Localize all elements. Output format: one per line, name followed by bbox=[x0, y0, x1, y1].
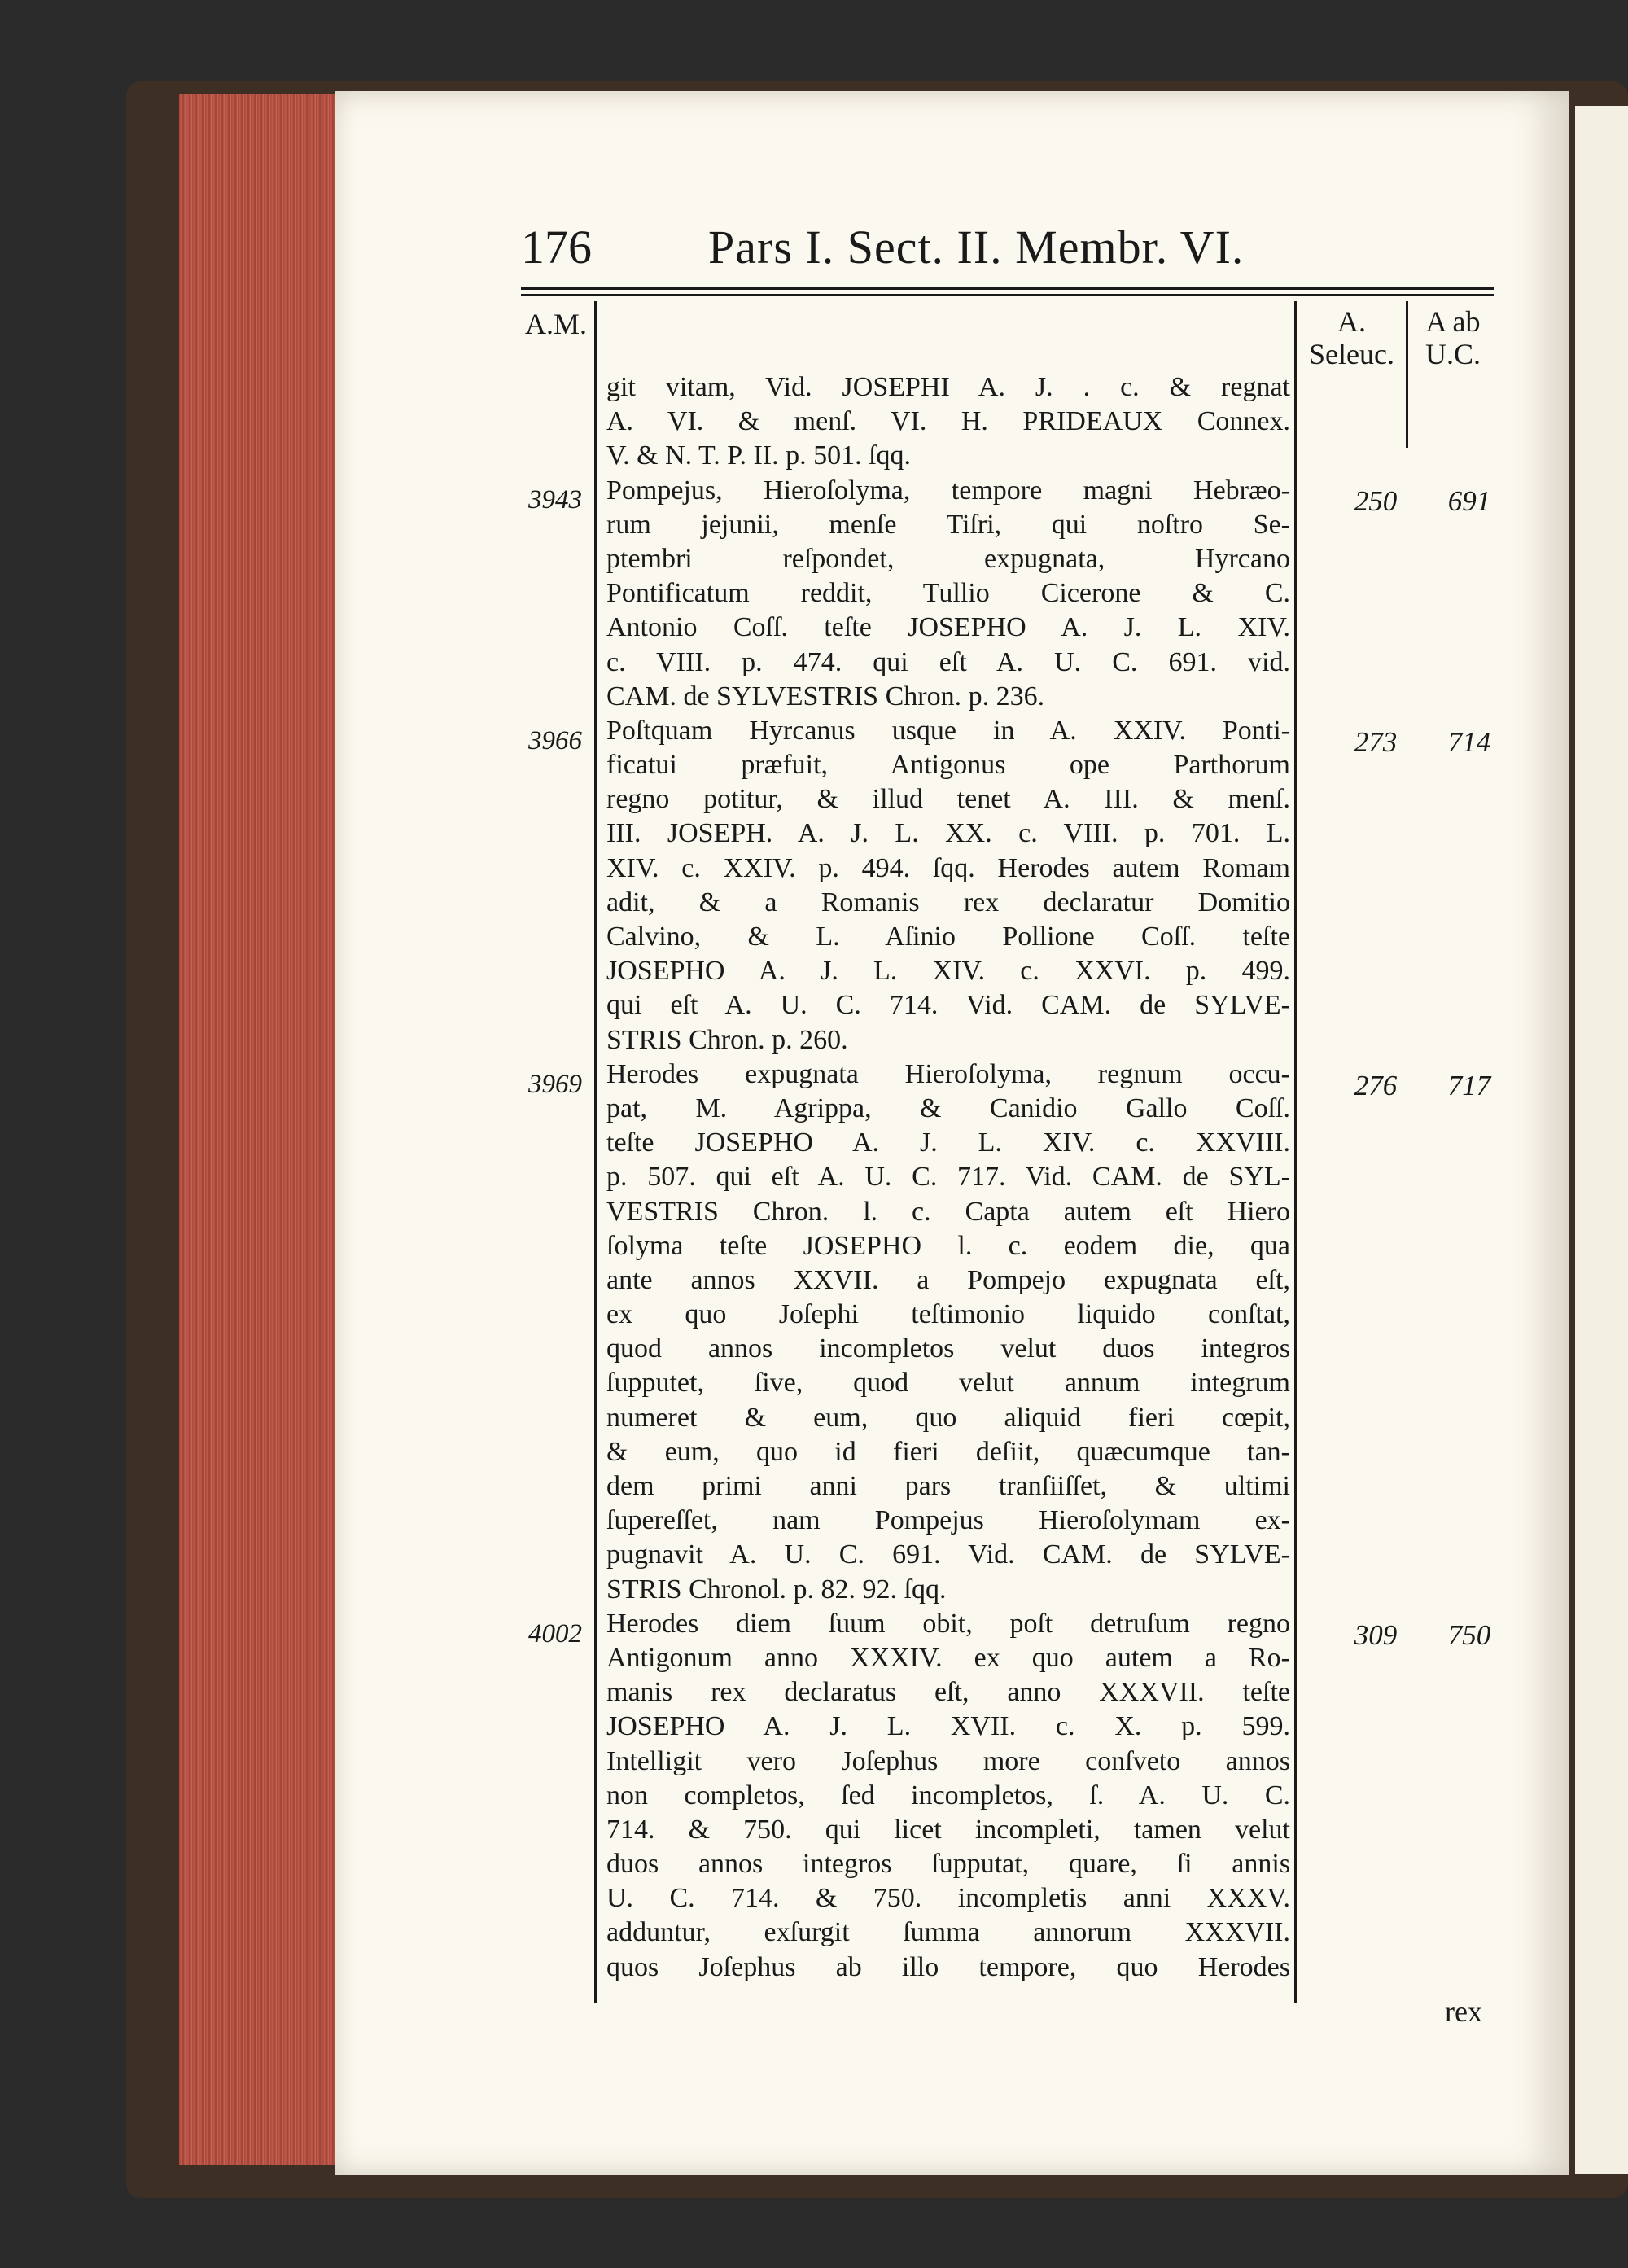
seleucid-year: 309 bbox=[1354, 1619, 1398, 1651]
text-line: regno potitur, & illud tenet A. III. & menſ. bbox=[606, 784, 1290, 815]
text-line: non completos, ſed incompletos, ſ. A. U. C. bbox=[606, 1780, 1290, 1810]
text-line: Pompejus, Hieroſolyma, tempore magni Hebræo- bbox=[606, 475, 1290, 506]
text-line: Antonio Coſſ. teſte JOSEPHO A. J. L. XIV. bbox=[606, 612, 1290, 643]
text-line: teſte JOSEPHO A. J. L. XIV. c. XXVIII. bbox=[606, 1127, 1290, 1158]
text-line: Calvino, & L. Aſinio Pollione Coſſ. teſte bbox=[606, 922, 1290, 952]
text-line: Herodes expugnata Hieroſolyma, regnum occu- bbox=[606, 1058, 1290, 1089]
entry bbox=[606, 474, 1290, 714]
text-line: Intelligit vero Joſephus more conſveto annos bbox=[606, 1745, 1290, 1776]
seleucid-year: 276 bbox=[1354, 1070, 1398, 1101]
text-line: V. & N. T. P. II. p. 501. ſqq. bbox=[606, 440, 912, 471]
header-rule bbox=[521, 287, 1494, 290]
column-divider-seleuc bbox=[1406, 301, 1408, 448]
page-number: 176 bbox=[521, 221, 592, 274]
text-line: numeret & eum, quo aliquid fieri cœpit, bbox=[606, 1402, 1290, 1433]
text-line: quod annos incompletos velut duos integros bbox=[606, 1333, 1290, 1364]
text-line: adit, & a Romanis rex declaratur Domitio bbox=[606, 887, 1290, 917]
text-line: ſupputet, ſive, quod velut annum integrum bbox=[606, 1368, 1290, 1399]
text-line: ficatui præfuit, Antigonus ope Parthorum bbox=[606, 750, 1290, 781]
seleucid-year: 273 bbox=[1354, 726, 1398, 758]
column-divider-am bbox=[594, 301, 597, 2003]
text-line: rum jejunii, menſe Tiſri, qui noſtro Se- bbox=[606, 509, 1290, 540]
entry bbox=[606, 370, 1290, 474]
text-line: JOSEPHO A. J. L. XVII. c. X. p. 599. bbox=[606, 1711, 1290, 1742]
text-line: Poſtquam Hyrcanus usque in A. XXIV. Ponti- bbox=[606, 715, 1290, 746]
text-line: A. VI. & menſ. VI. H. PRIDEAUX Connex. bbox=[606, 406, 1290, 437]
text-line: Antigonum anno XXXIV. ex quo autem a Ro- bbox=[606, 1642, 1290, 1673]
uc-column-heading: A ab U.C. bbox=[1424, 305, 1481, 370]
entry bbox=[606, 714, 1290, 1057]
text-line: XIV. c. XXIV. p. 494. ſqq. Herodes autem Romam bbox=[606, 852, 1290, 883]
entry bbox=[606, 1057, 1290, 1607]
text-line: ante annos XXVII. a Pompejo expugnata eſt, bbox=[606, 1264, 1290, 1295]
text-line: adduntur, exſurgit ſumma annorum XXXVII. bbox=[606, 1917, 1290, 1948]
text-line: quos Joſephus ab illo tempore, quo Herodes bbox=[606, 1951, 1290, 1982]
text-line: STRIS Chronol. p. 82. 92. ſqq. bbox=[606, 1574, 947, 1605]
text-line: duos annos integros ſupputat, quare, ſi annis bbox=[606, 1849, 1290, 1880]
text-line: c. VIII. p. 474. qui eſt A. U. C. 691. vid. bbox=[606, 646, 1290, 677]
text-line: qui eſt A. U. C. 714. Vid. CAM. de SYLVE- bbox=[606, 990, 1290, 1021]
am-year: 3966 bbox=[528, 726, 582, 755]
text-line: ptembri reſpondet, expugnata, Hyrcano bbox=[606, 543, 1290, 574]
am-year: 4002 bbox=[528, 1619, 582, 1648]
entry bbox=[606, 1607, 1290, 1985]
text-line: III. JOSEPH. A. J. L. XX. c. VIII. p. 701. L. bbox=[606, 818, 1290, 849]
text-line: JOSEPHO A. J. L. XIV. c. XXVI. p. 499. bbox=[606, 956, 1290, 987]
chronology-text bbox=[606, 370, 1290, 1985]
text-line: ex quo Joſephi teſtimonio liquido conſtat, bbox=[606, 1299, 1290, 1330]
am-year: 3943 bbox=[528, 485, 582, 514]
am-column-heading: A.M. bbox=[524, 308, 587, 340]
text-line: git vitam, Vid. JOSEPHI A. J. . c. & regnat bbox=[606, 372, 1290, 402]
text-line: STRIS Chron. p. 260. bbox=[606, 1024, 848, 1055]
text-line: pat, M. Agrippa, & Canidio Gallo Coſſ. bbox=[606, 1092, 1290, 1123]
header-rule-thin bbox=[521, 294, 1494, 296]
text-line: dem primi anni pars tranſiiſſet, & ultimi bbox=[606, 1471, 1290, 1501]
seleuc-column-heading: A. Seleuc. bbox=[1309, 305, 1394, 370]
auc-year: 750 bbox=[1447, 1619, 1491, 1651]
text-line: ſupereſſet, nam Pompejus Hieroſolymam ex- bbox=[606, 1505, 1290, 1536]
page-edges bbox=[179, 94, 340, 2165]
seleucid-year: 250 bbox=[1354, 485, 1398, 517]
text-line: Herodes diem ſuum obit, poſt detruſum regno bbox=[606, 1608, 1290, 1639]
am-year: 3969 bbox=[528, 1070, 582, 1099]
text-line: 714. & 750. qui licet incompleti, tamen velut bbox=[606, 1814, 1290, 1845]
auc-year: 691 bbox=[1447, 485, 1491, 517]
text-line: Pontificatum reddit, Tullio Cicerone & C. bbox=[606, 578, 1290, 609]
text-line: U. C. 714. & 750. incompletis anni XXXV. bbox=[606, 1883, 1290, 1914]
text-line: manis rex declaratus eſt, anno XXXVII. teſte bbox=[606, 1677, 1290, 1708]
running-title: Pars I. Sect. II. Membr. VI. bbox=[708, 221, 1245, 274]
column-divider-text bbox=[1294, 301, 1297, 2003]
facing-page-edge bbox=[1575, 106, 1628, 2174]
text-line: ſolyma teſte JOSEPHO l. c. eodem die, qua bbox=[606, 1230, 1290, 1261]
text-line: CAM. de SYLVESTRIS Chron. p. 236. bbox=[606, 681, 1045, 711]
text-line: & eum, quo id fieri deſiit, quæcumque tan- bbox=[606, 1436, 1290, 1467]
page-header bbox=[521, 220, 1335, 277]
text-line: p. 507. qui eſt A. U. C. 717. Vid. CAM. de SYL- bbox=[606, 1162, 1290, 1193]
text-line: VESTRIS Chron. l. c. Capta autem eſt Hiero bbox=[606, 1196, 1290, 1227]
catchword: rex bbox=[1445, 1995, 1482, 2028]
auc-year: 717 bbox=[1447, 1070, 1491, 1101]
text-line: pugnavit A. U. C. 691. Vid. CAM. de SYLVE- bbox=[606, 1539, 1290, 1570]
auc-year: 714 bbox=[1447, 726, 1491, 758]
